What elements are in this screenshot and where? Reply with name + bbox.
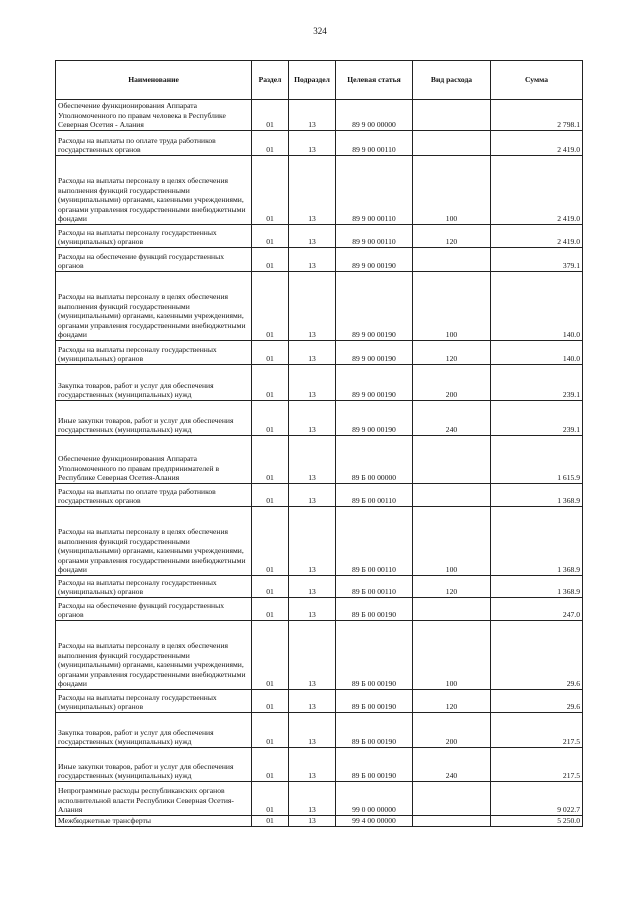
table-row — [56, 621, 583, 690]
row-sum: 379.1 — [491, 248, 583, 272]
row-name: Иные закупки товаров, работ и услуг для обеспечения государственных (муниципальных) нужд — [56, 401, 252, 436]
row-article: 89 Б 00 00190 — [336, 621, 413, 690]
row-kind: 100 — [413, 621, 491, 690]
row-subsection: 13 — [289, 621, 336, 690]
table-row — [56, 690, 583, 713]
row-article: 89 Б 00 00110 — [336, 576, 413, 598]
row-subsection: 13 — [289, 341, 336, 365]
row-subsection: 13 — [289, 713, 336, 748]
row-subsection: 13 — [289, 131, 336, 156]
row-section: 01 — [252, 436, 289, 484]
row-sum: 239.1 — [491, 401, 583, 436]
row-article: 89 9 00 00190 — [336, 248, 413, 272]
table-row — [56, 713, 583, 748]
row-name: Расходы на обеспечение функций государственных органов — [56, 598, 252, 621]
table-row — [56, 100, 583, 131]
row-kind: 240 — [413, 748, 491, 782]
row-sum: 247.0 — [491, 598, 583, 621]
row-section: 01 — [252, 272, 289, 341]
row-article: 89 9 00 00190 — [336, 365, 413, 401]
row-kind: 120 — [413, 225, 491, 248]
table-row — [56, 507, 583, 576]
row-section: 01 — [252, 816, 289, 827]
row-name: Расходы на выплаты персоналу государственных (муниципальных) органов — [56, 690, 252, 713]
row-name: Обеспечение функционирования Аппарата Уполномоченного по правам человека в Республике Северная Осетия - Алания — [56, 100, 252, 131]
row-name: Расходы на выплаты персоналу в целях обеспечения выполнения функций государственными (муниципальными) органами, казенными учреждениями, органами управления государственными внебюджетными фондами — [56, 621, 252, 690]
row-article: 89 Б 00 00000 — [336, 436, 413, 484]
row-name: Расходы на выплаты персоналу в целях обеспечения выполнения функций государственными (муниципальными) органами, казенными учреждениями, органами управления государственными внебюджетными фондами — [56, 272, 252, 341]
row-sum: 2 419.0 — [491, 156, 583, 225]
row-sum: 2 419.0 — [491, 225, 583, 248]
table-row — [56, 576, 583, 598]
row-sum: 217.5 — [491, 713, 583, 748]
row-kind — [413, 436, 491, 484]
row-name: Закупка товаров, работ и услуг для обеспечения государственных (муниципальных) нужд — [56, 365, 252, 401]
row-article: 99 0 00 00000 — [336, 782, 413, 816]
row-sum: 2 419.0 — [491, 131, 583, 156]
row-sum: 1 368.9 — [491, 507, 583, 576]
row-subsection: 13 — [289, 365, 336, 401]
table-row — [56, 131, 583, 156]
row-sum: 29.6 — [491, 690, 583, 713]
row-kind: 200 — [413, 713, 491, 748]
table-row — [56, 225, 583, 248]
row-article: 89 Б 00 00190 — [336, 748, 413, 782]
row-sum: 140.0 — [491, 341, 583, 365]
row-subsection: 13 — [289, 100, 336, 131]
header-section: Раздел — [252, 61, 289, 100]
row-section: 01 — [252, 131, 289, 156]
row-section: 01 — [252, 100, 289, 131]
row-kind — [413, 782, 491, 816]
table-row — [56, 156, 583, 225]
row-section: 01 — [252, 782, 289, 816]
row-section: 01 — [252, 248, 289, 272]
row-section: 01 — [252, 598, 289, 621]
row-sum: 217.5 — [491, 748, 583, 782]
page-number: 324 — [313, 26, 327, 36]
header-sum: Сумма — [491, 61, 583, 100]
row-section: 01 — [252, 156, 289, 225]
header-kind: Вид расхода — [413, 61, 491, 100]
row-section: 01 — [252, 713, 289, 748]
table-row — [56, 816, 583, 827]
row-sum: 2 798.1 — [491, 100, 583, 131]
row-subsection: 13 — [289, 507, 336, 576]
row-article: 89 Б 00 00190 — [336, 713, 413, 748]
row-article: 89 Б 00 00110 — [336, 507, 413, 576]
row-section: 01 — [252, 365, 289, 401]
row-name: Расходы на обеспечение функций государственных органов — [56, 248, 252, 272]
row-kind — [413, 100, 491, 131]
row-section: 01 — [252, 484, 289, 507]
table-row — [56, 748, 583, 782]
row-section: 01 — [252, 507, 289, 576]
row-subsection: 13 — [289, 272, 336, 341]
row-sum: 9 022.7 — [491, 782, 583, 816]
row-name: Обеспечение функционирования Аппарата Уполномоченного по правам предпринимателей в Республике Северная Осетия-Алания — [56, 436, 252, 484]
row-subsection: 13 — [289, 225, 336, 248]
table-row — [56, 782, 583, 816]
row-kind — [413, 484, 491, 507]
row-kind: 200 — [413, 365, 491, 401]
table-row — [56, 598, 583, 621]
row-name: Расходы на выплаты по оплате труда работников государственных органов — [56, 131, 252, 156]
row-article: 89 Б 00 00110 — [336, 484, 413, 507]
row-kind: 120 — [413, 690, 491, 713]
row-kind — [413, 248, 491, 272]
row-kind — [413, 598, 491, 621]
row-article: 89 9 00 00190 — [336, 401, 413, 436]
row-subsection: 13 — [289, 248, 336, 272]
row-sum: 1 368.9 — [491, 484, 583, 507]
row-article: 89 Б 00 00190 — [336, 598, 413, 621]
header-subsection: Подраздел — [289, 61, 336, 100]
row-name: Закупка товаров, работ и услуг для обеспечения государственных (муниципальных) нужд — [56, 713, 252, 748]
row-subsection: 13 — [289, 576, 336, 598]
table-row — [56, 248, 583, 272]
row-subsection: 13 — [289, 436, 336, 484]
row-kind: 240 — [413, 401, 491, 436]
row-section: 01 — [252, 225, 289, 248]
table-row — [56, 341, 583, 365]
row-name: Расходы на выплаты по оплате труда работников государственных органов — [56, 484, 252, 507]
row-name: Расходы на выплаты персоналу государственных (муниципальных) органов — [56, 576, 252, 598]
row-subsection: 13 — [289, 690, 336, 713]
row-name: Непрограммные расходы республиканских органов исполнительной власти Республики Северная Осетия-Алания — [56, 782, 252, 816]
table-row — [56, 272, 583, 341]
row-subsection: 13 — [289, 598, 336, 621]
row-name: Расходы на выплаты персоналу государственных (муниципальных) органов — [56, 225, 252, 248]
table-row — [56, 436, 583, 484]
row-section: 01 — [252, 576, 289, 598]
row-subsection: 13 — [289, 484, 336, 507]
row-name: Расходы на выплаты персоналу в целях обеспечения выполнения функций государственными (муниципальными) органами, казенными учреждениями, органами управления государственными внебюджетными фондами — [56, 507, 252, 576]
row-subsection: 13 — [289, 782, 336, 816]
row-kind: 120 — [413, 576, 491, 598]
row-article: 89 9 00 00110 — [336, 156, 413, 225]
row-sum: 239.1 — [491, 365, 583, 401]
row-sum: 29.6 — [491, 621, 583, 690]
row-kind: 100 — [413, 272, 491, 341]
row-name: Межбюджетные трансферты — [56, 816, 252, 827]
table-row — [56, 365, 583, 401]
row-subsection: 13 — [289, 748, 336, 782]
row-sum: 1 615.9 — [491, 436, 583, 484]
row-name: Расходы на выплаты персоналу в целях обеспечения выполнения функций государственными (муниципальными) органами, казенными учреждениями, органами управления государственными внебюджетными фондами — [56, 156, 252, 225]
budget-table — [55, 60, 583, 827]
row-kind: 100 — [413, 156, 491, 225]
row-section: 01 — [252, 401, 289, 436]
row-article: 89 9 00 00190 — [336, 341, 413, 365]
row-section: 01 — [252, 341, 289, 365]
row-subsection: 13 — [289, 816, 336, 827]
header-name: Наименование — [56, 61, 252, 100]
row-section: 01 — [252, 621, 289, 690]
row-kind: 100 — [413, 507, 491, 576]
table-row — [56, 401, 583, 436]
row-sum: 1 368.9 — [491, 576, 583, 598]
row-article: 89 9 00 00190 — [336, 272, 413, 341]
row-article: 89 9 00 00110 — [336, 225, 413, 248]
table-row — [56, 484, 583, 507]
row-section: 01 — [252, 748, 289, 782]
header-article: Целевая статья — [336, 61, 413, 100]
row-kind — [413, 816, 491, 827]
row-article: 89 Б 00 00190 — [336, 690, 413, 713]
row-article: 89 9 00 00110 — [336, 131, 413, 156]
row-subsection: 13 — [289, 401, 336, 436]
row-name: Иные закупки товаров, работ и услуг для обеспечения государственных (муниципальных) нужд — [56, 748, 252, 782]
row-subsection: 13 — [289, 156, 336, 225]
row-name: Расходы на выплаты персоналу государственных (муниципальных) органов — [56, 341, 252, 365]
row-kind: 120 — [413, 341, 491, 365]
row-kind — [413, 131, 491, 156]
row-sum: 5 250.0 — [491, 816, 583, 827]
table-header-row — [56, 61, 583, 100]
row-section: 01 — [252, 690, 289, 713]
row-article: 99 4 00 00000 — [336, 816, 413, 827]
row-article: 89 9 00 00000 — [336, 100, 413, 131]
row-sum: 140.0 — [491, 272, 583, 341]
